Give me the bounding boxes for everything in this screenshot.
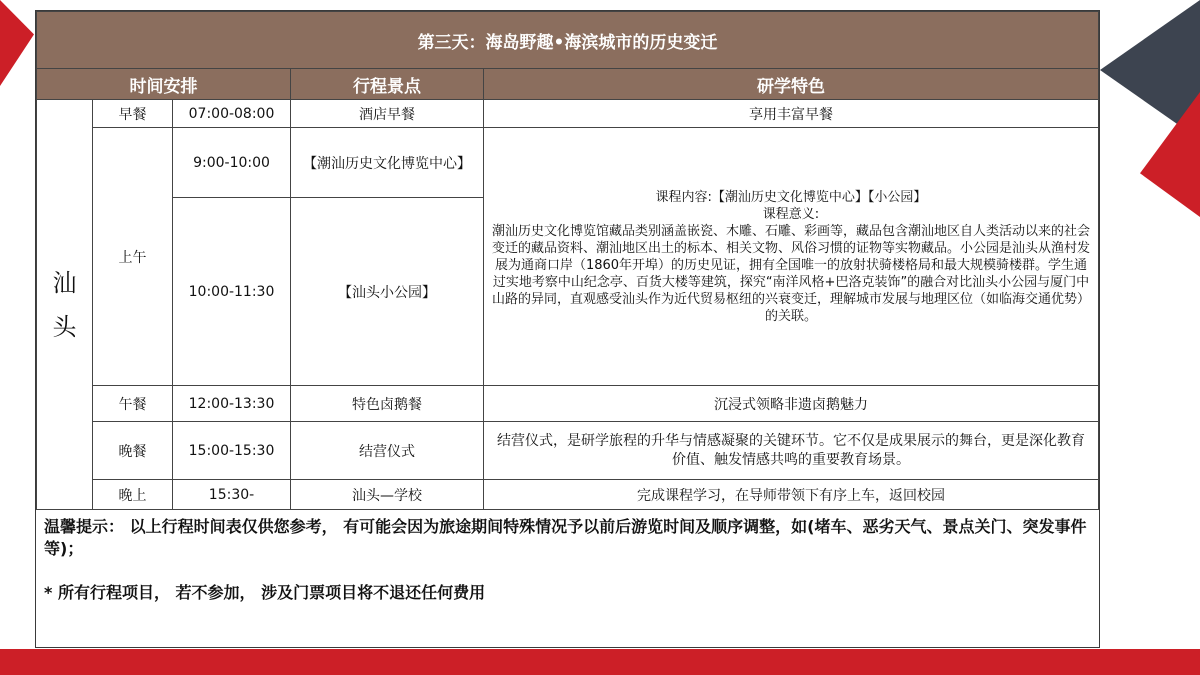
feature-breakfast: 享用丰富早餐 [484,100,1099,128]
tips-line-2: * 所有行程项目， 若不参加， 涉及门票项目将不退还任何费用 [44,583,486,602]
page-title: 第三天：海岛野趣•海滨城市的历史变迁 [37,12,1099,69]
row-evening [37,480,1099,510]
header-row [37,69,1099,100]
period-dinner: 晚餐 [93,422,173,480]
feature-course-content: 课程内容:【潮汕历史文化博览中心】【小公园】 [655,189,927,205]
time-evening: 15:30- [173,480,291,510]
city-char-1: 汕 [52,268,77,297]
time-dinner: 15:00-15:30 [173,422,291,480]
row-morning-1 [37,128,1099,198]
header-time: 时间安排 [37,69,291,100]
header-spot: 行程景点 [291,69,484,100]
title-row [37,12,1099,69]
tips-section [36,510,1099,610]
feature-morning [484,128,1099,386]
period-breakfast: 早餐 [93,100,173,128]
feature-evening: 完成课程学习，在导师带领下有序上车，返回校园 [484,480,1099,510]
bottom-red-bar [0,649,1200,675]
time-lunch: 12:00-13:30 [173,386,291,422]
feature-course-meaning: 课程意义: [762,206,820,222]
feature-course-body: 潮汕历史文化博览馆藏品类别涵盖嵌瓷、木雕、石雕、彩画等，藏品包含潮汕地区自人类活动以来的社会变迁的藏品资料、潮汕地区出土的标本、相关文物、风俗习惯的证物等实物藏品。小公园是汕头从渔村发展为通商口岸（1860年开埠）的历史见证，拥有全国唯一的放射状骑楼格局和最大规模骑楼群。学生通过实地考察中山纪念亭、百货大楼等建筑，探究“南洋风格+巴洛克装饰”的融合对比汕头小公园与厦门中山路的异同，直观感受汕头作为近代贸易枢纽的兴衰变迁，理解城市发展与地理区位（如临海交通优势）的关联。 [492,223,1091,324]
feature-dinner: 结营仪式，是研学旅程的升华与情感凝聚的关键环节。它不仅是成果展示的舞台，更是深化教育价值、触发情感共鸣的重要教育场景。 [484,422,1099,480]
spot-morning-1: 【潮汕历史文化博览中心】 [291,128,484,198]
period-lunch: 午餐 [93,386,173,422]
tips-line-1: 温馨提示： 以上行程时间表仅供您参考， 有可能会因为旅途期间特殊情况予以前后游览时间及顺序调整，如(堵车、恶劣天气、景点关门、突发事件等)； [44,517,1087,558]
time-breakfast: 07:00-08:00 [173,100,291,128]
spot-dinner: 结营仪式 [291,422,484,480]
period-morning: 上午 [93,128,173,386]
spot-breakfast: 酒店早餐 [291,100,484,128]
left-red-triangle [0,0,34,86]
city-cell [37,100,93,510]
itinerary-frame [35,10,1100,648]
time-morning-1: 9:00-10:00 [173,128,291,198]
row-breakfast [37,100,1099,128]
spot-evening: 汕头—学校 [291,480,484,510]
city-char-2: 头 [52,312,77,341]
row-lunch [37,386,1099,422]
header-feature: 研学特色 [484,69,1099,100]
row-dinner [37,422,1099,480]
period-evening: 晚上 [93,480,173,510]
feature-lunch: 沉浸式领略非遗卤鹅魅力 [484,386,1099,422]
time-morning-2: 10:00-11:30 [173,198,291,386]
itinerary-table [36,11,1099,510]
spot-lunch: 特色卤鹅餐 [291,386,484,422]
spot-morning-2: 【汕头小公园】 [291,198,484,386]
